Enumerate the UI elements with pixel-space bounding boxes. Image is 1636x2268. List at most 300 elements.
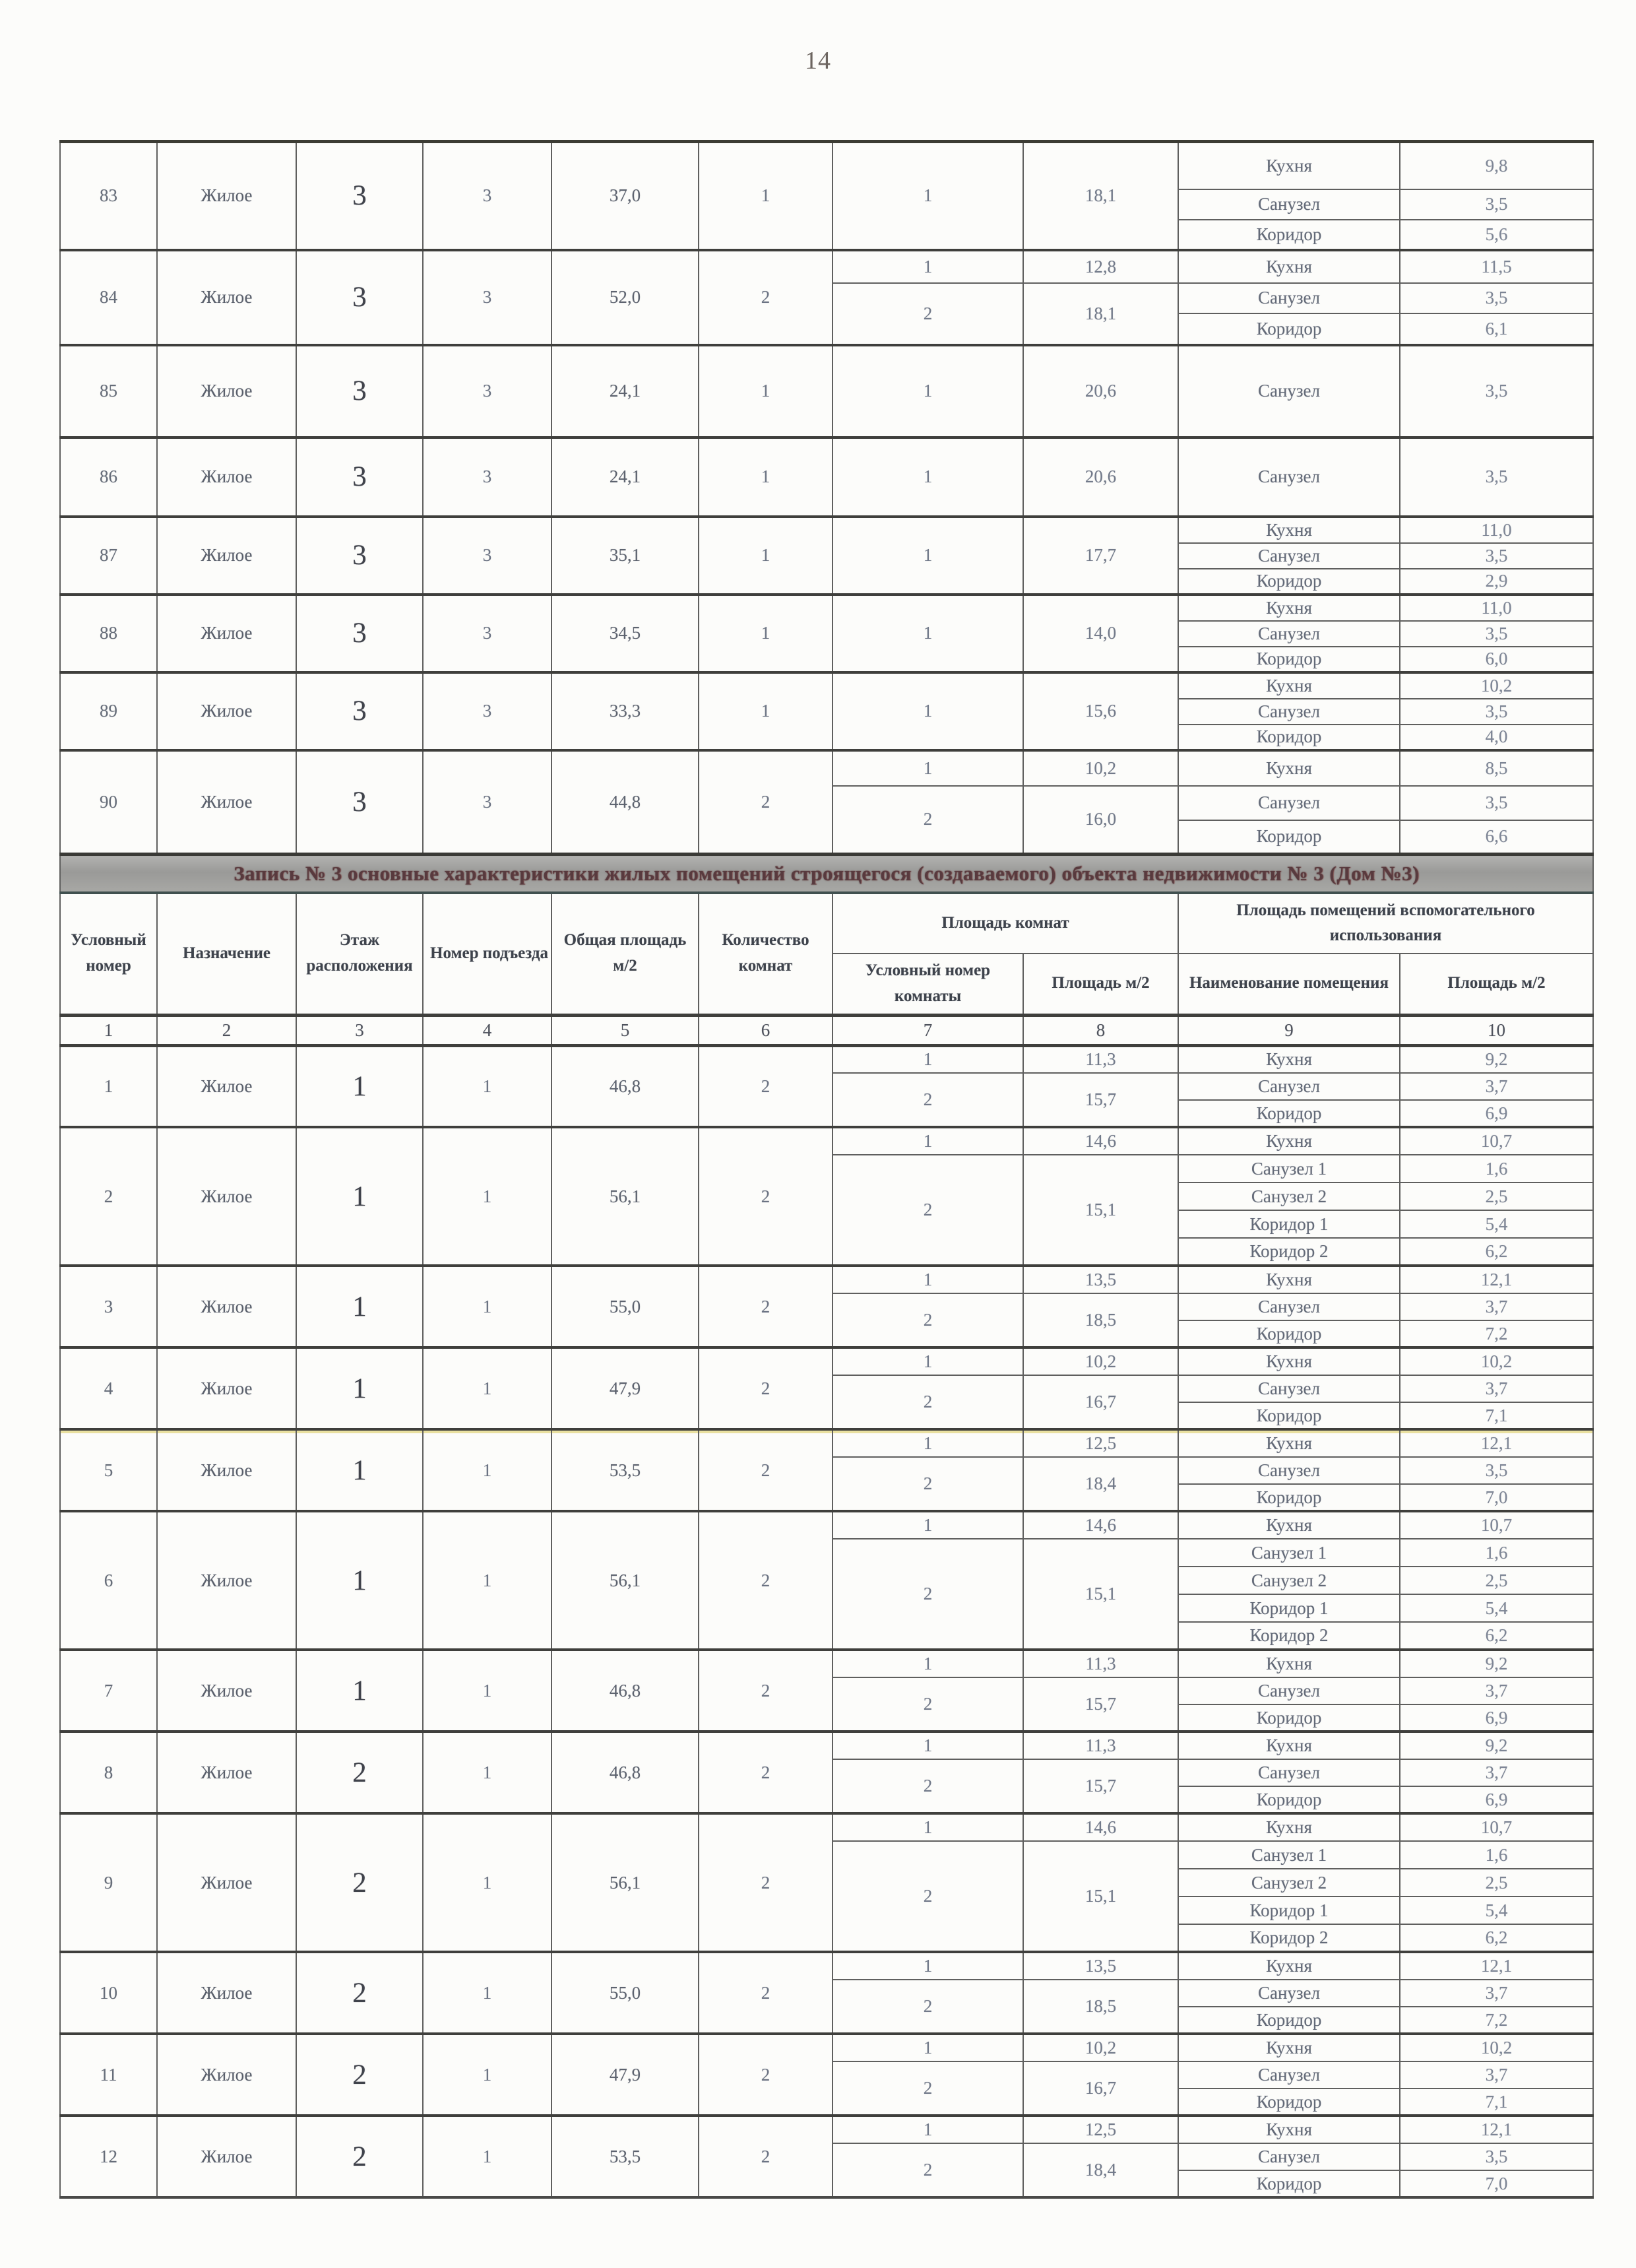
cell-entrance: 1	[423, 1045, 551, 1127]
cell-room-area: 11,3	[1023, 1650, 1178, 1677]
cell-room-area: 13,5	[1023, 1952, 1178, 1980]
cell-apt-number: 6	[60, 1511, 157, 1650]
cell-rooms-count: 2	[699, 1813, 833, 1952]
cell-total-area: 47,9	[551, 2034, 699, 2116]
cell-room-number: 1	[833, 1347, 1023, 1375]
cell-aux-area: 3,7	[1400, 2061, 1593, 2089]
col-header-entrance: Номер подъезда	[423, 893, 551, 1016]
cell-aux-name: Коридор	[1178, 725, 1400, 750]
cell-room-number: 2	[833, 1759, 1023, 1813]
cell-aux-area: 6,2	[1400, 1622, 1593, 1650]
apartment-row	[60, 1266, 1593, 1293]
cell-aux-area: 8,5	[1400, 750, 1593, 786]
cell-room-area: 15,6	[1023, 672, 1178, 750]
cell-aux-area: 5,4	[1400, 1594, 1593, 1622]
cell-aux-name: Кухня	[1178, 1127, 1400, 1155]
cell-aux-name: Санузел	[1178, 1759, 1400, 1786]
cell-apt-number: 85	[60, 345, 157, 437]
cell-aux-name: Коридор 2	[1178, 1622, 1400, 1650]
column-index-row	[60, 1015, 1593, 1045]
cell-aux-area: 7,1	[1400, 2089, 1593, 2116]
cell-entrance: 1	[423, 1266, 551, 1347]
cell-aux-area: 7,1	[1400, 1402, 1593, 1429]
cell-aux-name: Коридор	[1178, 1704, 1400, 1732]
cell-purpose: Жилое	[157, 1511, 296, 1650]
cell-aux-area: 10,7	[1400, 1813, 1593, 1841]
cell-aux-area: 7,2	[1400, 2007, 1593, 2034]
cell-room-area: 12,5	[1023, 1429, 1178, 1457]
cell-room-area: 10,2	[1023, 2034, 1178, 2061]
cell-room-number: 1	[833, 142, 1023, 250]
col-header-aux-name: Наименование помещения	[1178, 954, 1400, 1015]
cell-floor: 2	[296, 2034, 423, 2116]
cell-total-area: 35,1	[551, 517, 699, 595]
cell-room-number: 2	[833, 1155, 1023, 1266]
cell-aux-area: 2,9	[1400, 569, 1593, 595]
cell-room-number: 2	[833, 1677, 1023, 1732]
cell-total-area: 46,8	[551, 1650, 699, 1732]
cell-rooms-count: 1	[699, 672, 833, 750]
cell-purpose: Жилое	[157, 1347, 296, 1429]
cell-room-number: 1	[833, 1511, 1023, 1539]
cell-aux-name: Коридор 2	[1178, 1238, 1400, 1266]
cell-entrance: 1	[423, 1952, 551, 2034]
cell-aux-area: 3,7	[1400, 1293, 1593, 1320]
cell-rooms-count: 2	[699, 1266, 833, 1347]
table-header	[60, 893, 1593, 1046]
cell-aux-area: 3,5	[1400, 1457, 1593, 1484]
cell-room-area: 11,3	[1023, 1732, 1178, 1759]
cell-purpose: Жилое	[157, 250, 296, 345]
cell-room-number: 1	[833, 437, 1023, 517]
cell-total-area: 53,5	[551, 1429, 699, 1511]
cell-floor: 1	[296, 1347, 423, 1429]
cell-aux-area: 6,1	[1400, 313, 1593, 345]
cell-aux-area: 6,2	[1400, 1238, 1593, 1266]
column-index-9: 9	[1178, 1015, 1400, 1045]
cell-aux-area: 3,5	[1400, 543, 1593, 569]
cell-entrance: 3	[423, 672, 551, 750]
cell-aux-name: Санузел 2	[1178, 1183, 1400, 1210]
cell-room-number: 2	[833, 283, 1023, 345]
cell-aux-name: Коридор	[1178, 820, 1400, 855]
cell-purpose: Жилое	[157, 1266, 296, 1347]
cell-total-area: 47,9	[551, 1347, 699, 1429]
cell-room-area: 15,7	[1023, 1073, 1178, 1127]
cell-aux-name: Кухня	[1178, 672, 1400, 699]
cell-rooms-count: 2	[699, 1347, 833, 1429]
record3-rows-section	[60, 1045, 1593, 2197]
cell-aux-name: Коридор 1	[1178, 1896, 1400, 1924]
cell-aux-area: 9,2	[1400, 1650, 1593, 1677]
page-number: 14	[805, 47, 831, 75]
cell-room-number: 2	[833, 2061, 1023, 2116]
cell-total-area: 46,8	[551, 1045, 699, 1127]
cell-aux-area: 1,6	[1400, 1539, 1593, 1567]
cell-floor: 3	[296, 517, 423, 595]
cell-total-area: 55,0	[551, 1952, 699, 2034]
record-band-row	[60, 855, 1593, 893]
cell-aux-name: Кухня	[1178, 2116, 1400, 2143]
cell-aux-name: Санузел	[1178, 1073, 1400, 1100]
cell-room-number: 1	[833, 517, 1023, 595]
cell-aux-area: 3,5	[1400, 699, 1593, 725]
cell-aux-name: Кухня	[1178, 1045, 1400, 1073]
cell-rooms-count: 2	[699, 1952, 833, 2034]
cell-entrance: 1	[423, 1650, 551, 1732]
cell-aux-name: Санузел	[1178, 437, 1400, 517]
apartment-row	[60, 750, 1593, 786]
cell-total-area: 34,5	[551, 595, 699, 672]
cell-purpose: Жилое	[157, 345, 296, 437]
cell-aux-name: Кухня	[1178, 1952, 1400, 1980]
cell-room-number: 2	[833, 786, 1023, 855]
col-header-floor: Этаж расположения	[296, 893, 423, 1016]
apartment-row	[60, 1429, 1593, 1457]
cell-entrance: 1	[423, 2116, 551, 2197]
cell-entrance: 3	[423, 517, 551, 595]
cell-rooms-count: 1	[699, 595, 833, 672]
cell-room-number: 2	[833, 1539, 1023, 1650]
cell-entrance: 1	[423, 1429, 551, 1511]
cell-apt-number: 2	[60, 1127, 157, 1266]
cell-rooms-count: 1	[699, 345, 833, 437]
apartment-row	[60, 1732, 1593, 1759]
cell-aux-area: 3,7	[1400, 1759, 1593, 1786]
cell-aux-name: Коридор 1	[1178, 1210, 1400, 1238]
apartment-row	[60, 142, 1593, 189]
cell-room-number: 2	[833, 1980, 1023, 2034]
cell-room-number: 1	[833, 595, 1023, 672]
cell-rooms-count: 2	[699, 1127, 833, 1266]
cell-rooms-count: 2	[699, 2034, 833, 2116]
cell-aux-name: Санузел 1	[1178, 1155, 1400, 1183]
cell-purpose: Жилое	[157, 1813, 296, 1952]
cell-aux-area: 6,2	[1400, 1924, 1593, 1952]
cell-room-area: 13,5	[1023, 1266, 1178, 1293]
cell-entrance: 1	[423, 1732, 551, 1813]
col-header-room-number: Условный номер комнаты	[833, 954, 1023, 1015]
cell-aux-name: Санузел	[1178, 2061, 1400, 2089]
cell-aux-name: Санузел	[1178, 189, 1400, 220]
cell-floor: 1	[296, 1650, 423, 1732]
apartment-row	[60, 345, 1593, 437]
cell-apt-number: 11	[60, 2034, 157, 2116]
cell-aux-name: Кухня	[1178, 1813, 1400, 1841]
cell-room-number: 1	[833, 1429, 1023, 1457]
cell-purpose: Жилое	[157, 595, 296, 672]
cell-room-number: 1	[833, 345, 1023, 437]
cell-aux-name: Кухня	[1178, 1650, 1400, 1677]
cell-aux-name: Санузел	[1178, 283, 1400, 313]
cell-aux-area: 6,9	[1400, 1100, 1593, 1127]
cell-total-area: 52,0	[551, 250, 699, 345]
col-header-conditional-number: Условный номер	[60, 893, 157, 1016]
cell-floor: 2	[296, 1952, 423, 2034]
cell-entrance: 3	[423, 142, 551, 250]
cell-aux-area: 10,7	[1400, 1127, 1593, 1155]
cell-room-area: 16,7	[1023, 2061, 1178, 2116]
cell-aux-name: Коридор 1	[1178, 1594, 1400, 1622]
cell-aux-name: Коридор	[1178, 313, 1400, 345]
cell-room-number: 2	[833, 2143, 1023, 2197]
cell-aux-name: Коридор	[1178, 2089, 1400, 2116]
cell-entrance: 3	[423, 595, 551, 672]
cell-room-area: 15,1	[1023, 1841, 1178, 1952]
cell-aux-name: Кухня	[1178, 142, 1400, 189]
cell-room-area: 17,7	[1023, 517, 1178, 595]
cell-total-area: 33,3	[551, 672, 699, 750]
apartment-row	[60, 1511, 1593, 1539]
cell-aux-area: 5,6	[1400, 220, 1593, 250]
cell-floor: 2	[296, 2116, 423, 2197]
column-index-5: 5	[551, 1015, 699, 1045]
cell-aux-area: 12,1	[1400, 1429, 1593, 1457]
cell-aux-name: Коридор 2	[1178, 1924, 1400, 1952]
cell-aux-name: Санузел	[1178, 1293, 1400, 1320]
cell-aux-area: 7,0	[1400, 1484, 1593, 1511]
cell-aux-area: 12,1	[1400, 1266, 1593, 1293]
cell-room-area: 18,5	[1023, 1980, 1178, 2034]
cell-room-area: 10,2	[1023, 1347, 1178, 1375]
cell-aux-area: 6,0	[1400, 647, 1593, 672]
cell-room-number: 1	[833, 1732, 1023, 1759]
cell-room-area: 16,0	[1023, 786, 1178, 855]
cell-aux-name: Коридор	[1178, 220, 1400, 250]
cell-rooms-count: 2	[699, 1511, 833, 1650]
cell-room-area: 15,7	[1023, 1759, 1178, 1813]
apartment-row	[60, 2116, 1593, 2143]
cell-aux-area: 2,5	[1400, 1567, 1593, 1594]
cell-floor: 3	[296, 345, 423, 437]
cell-floor: 3	[296, 672, 423, 750]
cell-entrance: 3	[423, 250, 551, 345]
cell-rooms-count: 1	[699, 437, 833, 517]
cell-purpose: Жилое	[157, 437, 296, 517]
cell-aux-name: Кухня	[1178, 1347, 1400, 1375]
cell-apt-number: 8	[60, 1732, 157, 1813]
cell-floor: 1	[296, 1266, 423, 1347]
cell-aux-area: 3,7	[1400, 1073, 1593, 1100]
cell-purpose: Жилое	[157, 1429, 296, 1511]
cell-aux-area: 6,9	[1400, 1786, 1593, 1813]
cell-purpose: Жилое	[157, 1045, 296, 1127]
cell-room-area: 15,1	[1023, 1539, 1178, 1650]
cell-aux-area: 3,5	[1400, 345, 1593, 437]
header-row-groups	[60, 893, 1593, 954]
cell-aux-area: 3,5	[1400, 621, 1593, 647]
cell-purpose: Жилое	[157, 1952, 296, 2034]
cell-aux-name: Коридор	[1178, 1402, 1400, 1429]
cell-aux-area: 3,7	[1400, 1375, 1593, 1402]
cell-apt-number: 88	[60, 595, 157, 672]
cell-total-area: 56,1	[551, 1511, 699, 1650]
cell-apt-number: 3	[60, 1266, 157, 1347]
cell-entrance: 1	[423, 1127, 551, 1266]
cell-purpose: Жилое	[157, 2116, 296, 2197]
cell-room-area: 18,1	[1023, 283, 1178, 345]
col-header-aux-area: Площадь м/2	[1400, 954, 1593, 1015]
cell-aux-name: Санузел	[1178, 1677, 1400, 1704]
apartment-row	[60, 437, 1593, 517]
cell-apt-number: 86	[60, 437, 157, 517]
cell-aux-area: 10,7	[1400, 1511, 1593, 1539]
cell-purpose: Жилое	[157, 672, 296, 750]
apartment-row	[60, 2034, 1593, 2061]
cell-aux-name: Санузел	[1178, 2143, 1400, 2170]
cell-aux-area: 3,7	[1400, 1677, 1593, 1704]
cell-room-number: 2	[833, 1073, 1023, 1127]
apartment-row	[60, 1347, 1593, 1375]
cell-rooms-count: 2	[699, 750, 833, 855]
cell-aux-area: 4,0	[1400, 725, 1593, 750]
col-header-purpose: Назначение	[157, 893, 296, 1016]
cell-room-number: 2	[833, 1841, 1023, 1952]
cell-aux-area: 10,2	[1400, 1347, 1593, 1375]
cell-aux-area: 7,2	[1400, 1320, 1593, 1347]
column-index-10: 10	[1400, 1015, 1593, 1045]
cell-floor: 1	[296, 1127, 423, 1266]
column-index-3: 3	[296, 1015, 423, 1045]
cell-floor: 3	[296, 250, 423, 345]
apartment-row	[60, 517, 1593, 543]
apartment-row	[60, 595, 1593, 621]
cell-aux-area: 1,6	[1400, 1841, 1593, 1869]
cell-aux-name: Кухня	[1178, 517, 1400, 543]
column-index-6: 6	[699, 1015, 833, 1045]
cell-room-area: 10,2	[1023, 750, 1178, 786]
cell-aux-name: Санузел	[1178, 1457, 1400, 1484]
cell-purpose: Жилое	[157, 750, 296, 855]
cell-apt-number: 1	[60, 1045, 157, 1127]
apartment-row	[60, 1952, 1593, 1980]
col-group-room-areas: Площадь комнат	[833, 893, 1178, 954]
cell-room-number: 1	[833, 1045, 1023, 1073]
cell-entrance: 1	[423, 1511, 551, 1650]
cell-aux-area: 3,5	[1400, 786, 1593, 820]
cell-aux-area: 3,5	[1400, 2143, 1593, 2170]
cell-apt-number: 83	[60, 142, 157, 250]
column-index-8: 8	[1023, 1015, 1178, 1045]
cell-aux-name: Санузел	[1178, 786, 1400, 820]
cell-room-area: 20,6	[1023, 437, 1178, 517]
cell-floor: 3	[296, 437, 423, 517]
cell-room-number: 1	[833, 250, 1023, 283]
cell-aux-name: Кухня	[1178, 1429, 1400, 1457]
continued-rows-section	[60, 142, 1593, 855]
cell-total-area: 24,1	[551, 345, 699, 437]
cell-room-number: 1	[833, 2034, 1023, 2061]
cell-entrance: 3	[423, 750, 551, 855]
section-record-title: Запись № 3 основные характеристики жилых помещений строящегося (создаваемого) объекта недвижимости № 3 (Дом №3)	[60, 855, 1593, 893]
cell-aux-area: 1,6	[1400, 1155, 1593, 1183]
cell-room-area: 14,6	[1023, 1511, 1178, 1539]
cell-aux-name: Санузел	[1178, 1980, 1400, 2007]
cell-room-area: 12,8	[1023, 250, 1178, 283]
cell-aux-name: Кухня	[1178, 750, 1400, 786]
cell-aux-area: 3,7	[1400, 1980, 1593, 2007]
cell-floor: 1	[296, 1429, 423, 1511]
apartment-row	[60, 250, 1593, 283]
cell-aux-name: Санузел 1	[1178, 1841, 1400, 1869]
cell-room-area: 18,4	[1023, 1457, 1178, 1511]
cell-room-area: 12,5	[1023, 2116, 1178, 2143]
cell-total-area: 55,0	[551, 1266, 699, 1347]
cell-purpose: Жилое	[157, 142, 296, 250]
cell-aux-area: 3,5	[1400, 437, 1593, 517]
cell-aux-area: 12,1	[1400, 1952, 1593, 1980]
cell-apt-number: 9	[60, 1813, 157, 1952]
cell-room-area: 18,4	[1023, 2143, 1178, 2197]
cell-apt-number: 7	[60, 1650, 157, 1732]
cell-room-area: 14,6	[1023, 1813, 1178, 1841]
cell-aux-area: 2,5	[1400, 1183, 1593, 1210]
cell-room-area: 18,5	[1023, 1293, 1178, 1347]
cell-aux-name: Санузел	[1178, 699, 1400, 725]
cell-aux-area: 11,0	[1400, 595, 1593, 621]
cell-purpose: Жилое	[157, 1732, 296, 1813]
cell-aux-name: Коридор	[1178, 2170, 1400, 2197]
column-index-7: 7	[833, 1015, 1023, 1045]
column-index-4: 4	[423, 1015, 551, 1045]
cell-aux-name: Кухня	[1178, 2034, 1400, 2061]
apartment-row	[60, 1045, 1593, 1073]
cell-aux-name: Санузел 2	[1178, 1869, 1400, 1896]
cell-aux-name: Кухня	[1178, 1732, 1400, 1759]
cell-aux-name: Санузел	[1178, 1375, 1400, 1402]
cell-aux-area: 6,9	[1400, 1704, 1593, 1732]
cell-rooms-count: 2	[699, 1429, 833, 1511]
cell-aux-area: 11,5	[1400, 250, 1593, 283]
cell-aux-name: Санузел	[1178, 621, 1400, 647]
cell-rooms-count: 2	[699, 1732, 833, 1813]
cell-aux-area: 11,0	[1400, 517, 1593, 543]
cell-apt-number: 4	[60, 1347, 157, 1429]
cell-room-number: 2	[833, 1375, 1023, 1429]
cell-room-number: 1	[833, 2116, 1023, 2143]
apartment-row	[60, 1127, 1593, 1155]
cell-total-area: 24,1	[551, 437, 699, 517]
cell-purpose: Жилое	[157, 517, 296, 595]
cell-room-area: 14,0	[1023, 595, 1178, 672]
cell-rooms-count: 2	[699, 1650, 833, 1732]
cell-aux-name: Кухня	[1178, 595, 1400, 621]
cell-room-number: 2	[833, 1293, 1023, 1347]
cell-aux-name: Кухня	[1178, 1266, 1400, 1293]
cell-aux-area: 2,5	[1400, 1869, 1593, 1896]
cell-room-number: 1	[833, 1266, 1023, 1293]
cell-floor: 1	[296, 1045, 423, 1127]
col-header-total-area: Общая площадь м/2	[551, 893, 699, 1016]
cell-aux-name: Санузел 2	[1178, 1567, 1400, 1594]
apartment-row	[60, 1813, 1593, 1841]
cell-apt-number: 90	[60, 750, 157, 855]
cell-floor: 2	[296, 1732, 423, 1813]
cell-aux-name: Кухня	[1178, 250, 1400, 283]
cell-room-area: 15,7	[1023, 1677, 1178, 1732]
cell-room-number: 1	[833, 672, 1023, 750]
cell-aux-name: Коридор	[1178, 1484, 1400, 1511]
cell-aux-name: Кухня	[1178, 1511, 1400, 1539]
cell-aux-area: 10,2	[1400, 2034, 1593, 2061]
cell-purpose: Жилое	[157, 1650, 296, 1732]
cell-apt-number: 12	[60, 2116, 157, 2197]
cell-floor: 2	[296, 1813, 423, 1952]
cell-total-area: 37,0	[551, 142, 699, 250]
col-group-aux-areas: Площадь помещений вспомогательного использования	[1178, 893, 1593, 954]
cell-room-number: 1	[833, 1952, 1023, 1980]
cell-aux-name: Санузел	[1178, 345, 1400, 437]
